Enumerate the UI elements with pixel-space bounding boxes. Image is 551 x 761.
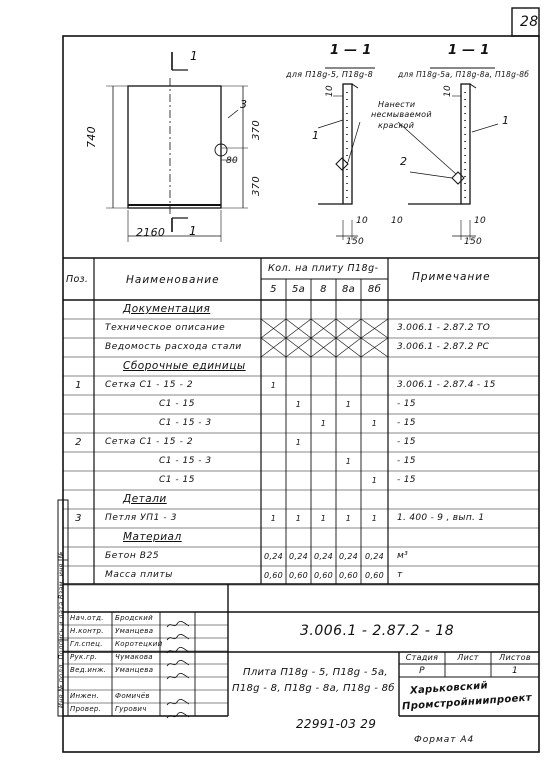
row-qty: 0,60 [338,571,358,580]
signer-name: Чумакова [115,653,153,661]
row-name: Детали [123,493,167,505]
row-name: С1 - 15 - 3 [159,418,212,428]
row-qty: 0,24 [288,552,308,561]
header-qty: Кол. на плиту П18g- [268,263,379,274]
stamp-org-line2: Промстройниипроект [401,692,533,713]
table-row [63,471,539,490]
header-col-8: 8 [320,284,327,295]
row-qty: 1 [371,514,378,523]
plan-dim-width: 2160 [136,226,166,239]
row-position: 3 [75,513,82,524]
signer-name: Бродский [115,614,153,622]
table-row [63,547,539,566]
table-row [63,528,539,547]
row-qty: 0,24 [338,552,358,561]
stamp-title-line1: Плита П18g - 5, П18g - 5а, [243,667,388,678]
signer-role: Н.контр. [70,627,104,635]
plan-section-mark: 1 [190,49,198,63]
plan-dim-370-top: 370 [251,120,262,140]
signer-role: Провер. [70,705,102,713]
section-b-subtitle: для П18g-5а, П18g-8а, П18g-8б [398,70,530,79]
table-row [63,357,539,376]
stamp-org-line1: Харьковский [409,680,489,697]
plan-section-mark-bottom: 1 [189,224,197,238]
section-a-subtitle: для П18g-5, П18g-8 [286,70,373,79]
table-row [63,509,539,528]
row-name: Документация [123,303,211,315]
section-b-dim-10-bottom: 10 [474,216,487,226]
table-row [63,566,539,585]
section-a-callout-1: 1 [312,129,320,142]
row-qty: 1 [371,476,378,485]
signer-name: Уманцева [115,627,154,635]
section-b-dim-10-top: 10 [443,84,453,97]
signature-scribble [166,640,190,649]
signature-scribble [166,705,190,714]
row-name: Сборочные единицы [123,360,246,372]
row-qty: 0,60 [313,571,333,580]
row-qty: 0,60 [364,571,384,580]
header-note: Примечание [412,271,491,283]
signer-name: Фомичёв [115,692,150,700]
section-a-dim-150: 150 [346,237,365,247]
row-name: Материал [123,531,182,543]
signature-scribble [166,627,190,636]
stamp-sheet-header: Лист [457,653,479,662]
plan-callout-3: 3 [240,98,248,111]
signature-scribble [166,614,190,623]
stamp-title-line2: П18g - 8, П18g - 8а, П18g - 8б [232,683,395,694]
row-note: 1. 400 - 9 , вып. 1 [397,513,485,523]
section-a-dim-10-top: 10 [325,84,335,97]
row-note: - 15 [397,475,416,485]
table-row [63,490,539,509]
side-strip-label: Инв.№ подл. Подпись и дата Взам. инв. № [57,551,65,708]
table-row [63,395,539,414]
signer-role: Нач.отд. [70,614,104,622]
signer-role: Рук.гр. [70,653,98,661]
row-name: Бетон В25 [105,551,160,561]
row-qty: 0,60 [263,571,283,580]
stamp-bottom-code: 22991-03 29 [296,717,377,731]
section-b-dim-150: 150 [464,237,483,247]
stamp-stage-value: Р [419,666,425,676]
row-qty: 1 [345,514,352,523]
header-col-5a: 5а [291,284,306,295]
header-col-5: 5 [270,284,277,295]
row-note: 3.006.1 - 2.87.2 ТО [397,323,491,333]
stamp-designation: 3.006.1 - 2.87.2 - 18 [300,623,455,639]
section-b-note-line2: несмываемой [371,110,432,119]
row-qty: 1 [320,514,327,523]
row-qty: 1 [270,381,277,390]
section-b-note-line3: краской [378,121,415,130]
row-name: С1 - 15 [159,475,195,485]
header-col-8b: 8б [367,284,382,295]
row-name: Петля УП1 - 3 [105,513,178,523]
plan-dim-height: 740 [85,126,98,148]
row-qty: 1 [295,514,302,523]
row-qty: 0,24 [263,552,283,561]
table-row [63,433,539,452]
row-note: 3.006.1 - 2.87.4 - 15 [397,380,496,390]
section-b-dim-10-left: 10 [391,216,404,226]
signature-scribble [166,666,190,675]
stamp-format: Формат А4 [414,735,475,745]
plan-view [106,49,248,242]
table-row [63,319,539,338]
header-pos: Поз. [66,274,89,285]
row-qty: 1 [320,419,327,428]
stamp-sheets-header: Листов [499,653,531,662]
table-row [63,452,539,471]
row-note: - 15 [397,399,416,409]
row-note: - 15 [397,456,416,466]
stamp-sheets-value: 1 [511,666,519,676]
table-row [63,376,539,395]
section-a-dim-10-bottom: 10 [356,216,369,226]
signer-name: Коротецкий [115,640,163,648]
row-note: т [397,570,403,580]
row-position: 1 [75,380,82,391]
header-name: Наименование [126,274,220,286]
signer-role: Вед.инж. [70,666,107,674]
signature-scribble [166,692,190,701]
row-name: Техническое описание [105,323,226,333]
row-note: - 15 [397,418,416,428]
row-qty: 0,24 [364,552,384,561]
signature-scribble [166,653,190,662]
table-row [63,300,539,319]
plan-dim-370-bottom: 370 [251,176,262,196]
row-qty: 1 [345,457,352,466]
signer-role: Инжен. [70,692,100,700]
section-b-note-line1: Нанести [378,100,416,109]
row-qty: 0,24 [313,552,333,561]
section-a-title: 1 — 1 [330,43,372,58]
row-name: С1 - 15 [159,399,195,409]
table-row [63,414,539,433]
page-number: 28 [520,14,539,30]
row-qty: 1 [270,514,277,523]
row-name: Сетка С1 - 15 - 2 [105,380,194,390]
row-position: 2 [75,437,82,448]
stamp-stage-header: Стадия [405,653,439,662]
row-qty: 1 [295,400,302,409]
row-name: С1 - 15 - 3 [159,456,212,466]
row-note: м³ [397,551,408,561]
row-note: 3.006.1 - 2.87.2 РС [397,342,490,352]
row-name: Масса плиты [105,570,173,580]
row-qty: 1 [371,419,378,428]
header-col-8a: 8а [341,284,356,295]
section-b-title: 1 — 1 [448,43,490,58]
plate-outline [128,86,221,208]
row-qty: 1 [295,438,302,447]
signer-name: Гурович [115,705,147,713]
row-qty: 0,60 [288,571,308,580]
section-b-callout-1: 1 [502,114,510,127]
row-note: - 15 [397,437,416,447]
row-qty: 1 [345,400,352,409]
table-row [63,338,539,357]
row-name: Ведомость расхода стали [105,342,242,352]
plan-dim-80: 80 [226,156,239,166]
section-b-callout-2: 2 [400,155,408,168]
row-name: Сетка С1 - 15 - 2 [105,437,194,447]
signer-name: Уманцева [115,666,154,674]
signer-role: Гл.спец. [70,640,103,648]
